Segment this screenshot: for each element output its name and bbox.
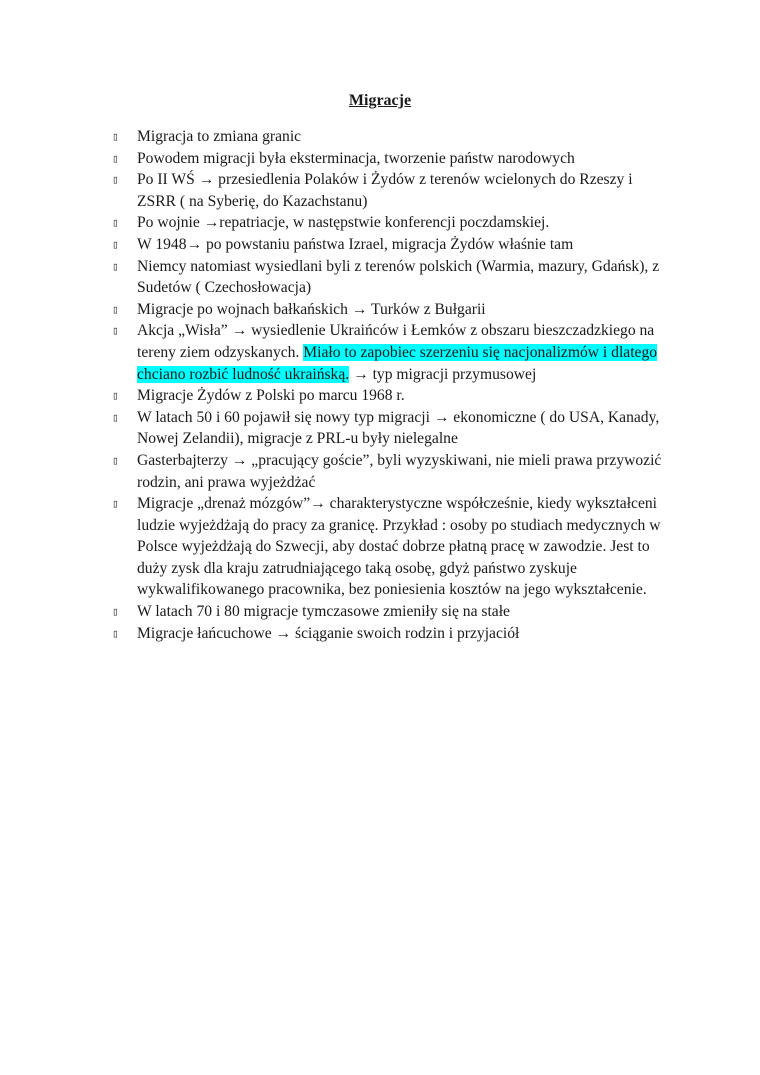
- bullet-icon: ▯: [112, 259, 119, 273]
- highlighted-text: Miało to zapobiec szerzeniu się nacjonalizmów i dlatego chciano rozbić ludność ukraińską.: [137, 343, 658, 383]
- list-item: [112, 450, 672, 493]
- bullet-list: [112, 126, 672, 644]
- list-item: [112, 234, 672, 256]
- item-text: Migracje Żydów z Polski po marcu 1968 r.: [137, 387, 405, 405]
- item-text: W latach 50 i 60 pojawił się nowy typ migracji → ekonomiczne ( do USA, Kanady, Nowej Zelandii), migracje z PRL-u były nielegalne: [137, 408, 660, 448]
- list-item: [112, 320, 672, 385]
- item-text: W latach 70 i 80 migracje tymczasowe zmieniły się na stałe: [137, 603, 510, 621]
- bullet-icon: ▯: [112, 216, 119, 230]
- bullet-icon: ▯: [112, 173, 119, 187]
- list-item: [112, 126, 672, 148]
- list-item: [112, 385, 672, 407]
- page-title: Migracje: [348, 92, 412, 109]
- item-text: W 1948→ po powstaniu państwa Izrael, migracja Żydów właśnie tam: [137, 235, 574, 253]
- list-item: [112, 493, 672, 601]
- list-item: [112, 299, 672, 321]
- item-text: Migracje „drenaż mózgów”→ charakterystyczne współcześnie, kiedy wykształceni ludzie wyjeżdżają do pracy za granicę. Przykład : osoby po studiach medycznych w Polsce wyjeżdżają do Szwecji, aby dostać dobrze płatną pracę w zawodzie. Jest to duży zysk dla kraju zatrudniającego taką osobę, gdyż państwo zyskuje wykwalifikowanego pracownika, bez poniesienia kosztów na jego wykształcenie.: [137, 495, 661, 599]
- list-item: [112, 169, 672, 212]
- list-item: [112, 601, 672, 623]
- item-text: Migracje łańcuchowe → ściąganie swoich rodzin i przyjaciół: [137, 624, 520, 642]
- bullet-icon: ▯: [112, 410, 119, 424]
- bullet-icon: ▯: [112, 237, 119, 251]
- bullet-icon: ▯: [112, 389, 119, 403]
- item-text: Akcja „Wisła” → wysiedlenie Ukraińców i Łemków z obszaru bieszczadzkiego na tereny ziem odzyskanych.: [137, 322, 655, 361]
- list-item: [112, 148, 672, 170]
- item-text: Gasterbajterzy → „pracujący goście”, byli wyzyskiwani, nie mieli prawa przywozić rodzin, ani prawa wyjeżdżać: [137, 451, 662, 491]
- bullet-icon: ▯: [112, 605, 119, 619]
- item-text: Migracja to zmiana granic: [137, 128, 302, 145]
- item-text: Migracje po wojnach bałkańskich → Turków z Bułgarii: [137, 300, 486, 318]
- bullet-icon: ▯: [112, 453, 119, 467]
- bullet-icon: ▯: [112, 151, 119, 165]
- bullet-icon: ▯: [112, 302, 119, 316]
- list-item: [112, 623, 672, 645]
- item-text: Niemcy natomiast wysiedlani byli z terenów polskich (Warmia, mazury, Gdańsk), z Sudetów ( Czechosłowacja): [137, 257, 660, 297]
- bullet-icon: ▯: [112, 497, 119, 511]
- list-item: [112, 212, 672, 234]
- item-text: Po II WŚ → przesiedlenia Polaków i Żydów z terenów wcielonych do Rzeszy i ZSRR ( na Syberię, do Kazachstanu): [137, 171, 633, 210]
- bullet-icon: ▯: [112, 324, 119, 338]
- bullet-icon: ▯: [112, 626, 119, 640]
- list-item: [112, 407, 672, 450]
- item-text-continued: → typ migracji przymusowej: [349, 365, 537, 383]
- bullet-icon: ▯: [112, 130, 119, 143]
- list-item: [112, 256, 672, 299]
- item-text: Po wojnie →repatriacje, w następstwie konferencji poczdamskiej.: [137, 214, 550, 232]
- item-text: Powodem migracji była eksterminacja, tworzenie państw narodowych: [137, 149, 575, 167]
